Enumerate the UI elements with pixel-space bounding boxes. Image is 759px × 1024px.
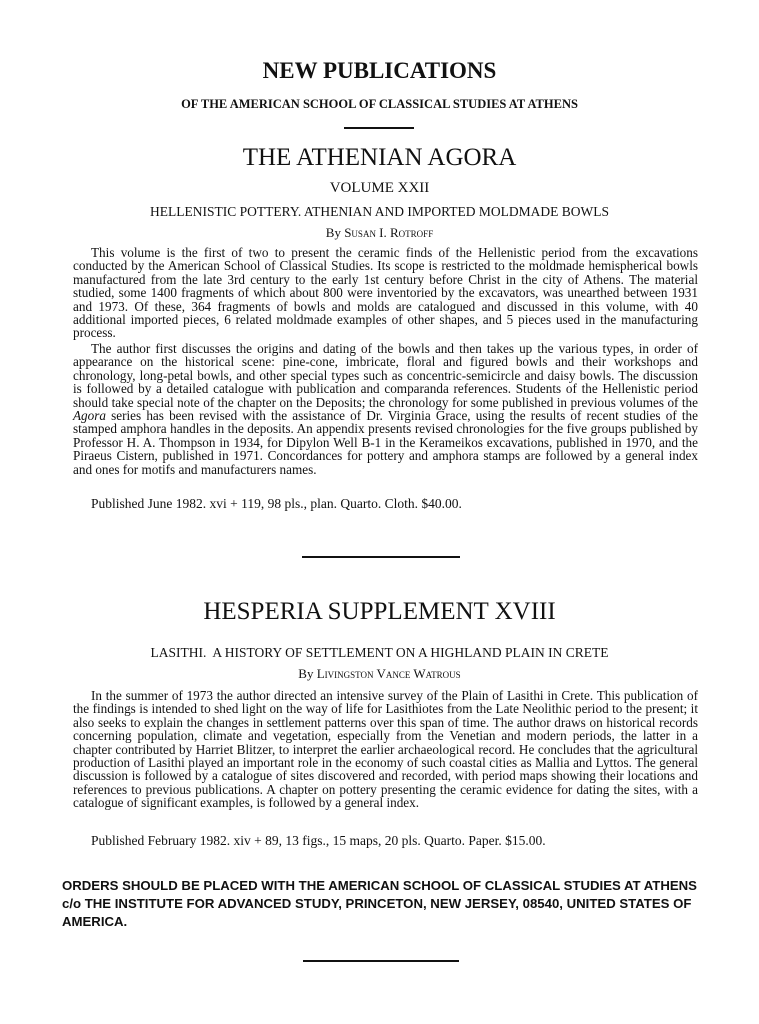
hesperia-series-title: HESPERIA SUPPLEMENT XVIII [203, 598, 556, 625]
agora-paragraph-2-text-b: series has been revised with the assistance of Dr. Virginia Grace, using the results of recent studies of the stamped amphora handles in the deposits. An appendix presents revised chronologies for the five groups published by Professor H. A. Thompson in 1934, for Dipylon Well B-1 in the Kerameikos excavations, published in 1970, and the Piraeus Cistern, published in 1971. Concordances for pottery and amphora stamps are followed by a general index and ones for motifs and manufacturers names. [73, 408, 698, 477]
agora-volume: VOLUME XXII [329, 180, 430, 196]
agora-byline [0, 225, 759, 241]
agora-book-title: HELLENISTIC POTTERY. ATHENIAN AND IMPORTED MOLDMADE BOWLS [149, 204, 610, 219]
agora-paragraph-2-text-a: The author first discusses the origins and dating of the bowls and then takes up the various types, in order of appearance on the historical scene: pine-cone, imbricate, floral and figured bowls and their workshops and chronology, long-petal bowls, and other special types such as concentric-semicircle and daisy bowls. The discussion is followed by a detailed catalogue with publication and comparanda references. Students of the Hellenistic period should take special note of the chapter on the Deposits; the chronology for some published in previous volumes of the [73, 341, 698, 410]
hesperia-published-line: Published February 1982. xiv + 89, 13 figs., 15 maps, 20 pls. Quarto. Paper. $15.00. [91, 833, 546, 848]
page-title: NEW PUBLICATIONS [262, 58, 497, 83]
hesperia-book-title: LASITHI. A HISTORY OF SETTLEMENT ON A HIGHLAND PLAIN IN CRETE [150, 645, 609, 660]
agora-paragraph-1: This volume is the first of two to present the ceramic finds of the Hellenistic period from the excavations conducted by the American School of Classical Studies. Its scope is restricted to the moldmade hemispherical bowls manufactured from the late 3rd century to the early 1st century before Christ in the city of Athens. The material studied, some 1400 fragments of which about 800 were inventoried by the excavators, was unearthed between 1931 and 1973. Of these, 364 fragments of bowls and molds are catalogued and discussed in this volume, with 40 additional imported pieces, 6 related moldmade examples of other shapes, and 5 pieces used in the manufacturing process. [73, 245, 698, 341]
agora-italic-word: Agora [73, 408, 106, 424]
hesperia-paragraph-1: In the summer of 1973 the author directed an intensive survey of the Plain of Lasithi in Crete. This publication of the findings is intended to shed light on the way of life for Lasithiotes from the Late Neolithic period to the present; it also seeks to explain the changes in settlement patterns over this span of time. The author draws on historical records concerning population, climate and vegetation, especially from the Venetian and modern periods, the latter in a chapter contributed by Harriet Blitzer, to interpret the earlier archaeological record. He concludes that the agricultural production of Lasithi played an important role in the economy of such coastal cities as Mallia and Lyttos. The general discussion is followed by a catalogue of sites discovered and recorded, with period maps showing their locations and references to previous publications. A chapter on pottery presenting the ceramic evidence for dating the sites, with a catalogue of significant examples, is followed by a general index. [73, 688, 698, 811]
orders-notice: ORDERS SHOULD BE PLACED WITH THE AMERICAN SCHOOL OF CLASSICAL STUDIES AT ATHENS c/o THE INSTITUTE FOR ADVANCED STUDY, PRINCETON, NEW JERSEY, 08540, UNITED STATES OF AMERICA. [62, 878, 697, 929]
agora-paragraph-2 [73, 342, 698, 476]
agora-byline-prefix: By [325, 225, 341, 240]
title-divider [344, 127, 414, 129]
hesperia-author: Livingston Vance Watrous [316, 666, 461, 681]
section-divider [302, 556, 460, 558]
hesperia-byline-prefix: By [298, 666, 314, 681]
agora-series-title: THE ATHENIAN AGORA [242, 144, 517, 171]
agora-published-line: Published June 1982. xvi + 119, 98 pls., plan. Quarto. Cloth. $40.00. [91, 496, 462, 511]
hesperia-byline [0, 666, 759, 682]
page-subtitle: OF THE AMERICAN SCHOOL OF CLASSICAL STUDIES AT ATHENS [181, 97, 578, 111]
bottom-divider [303, 960, 459, 962]
agora-author: Susan I. Rotroff [344, 225, 434, 240]
